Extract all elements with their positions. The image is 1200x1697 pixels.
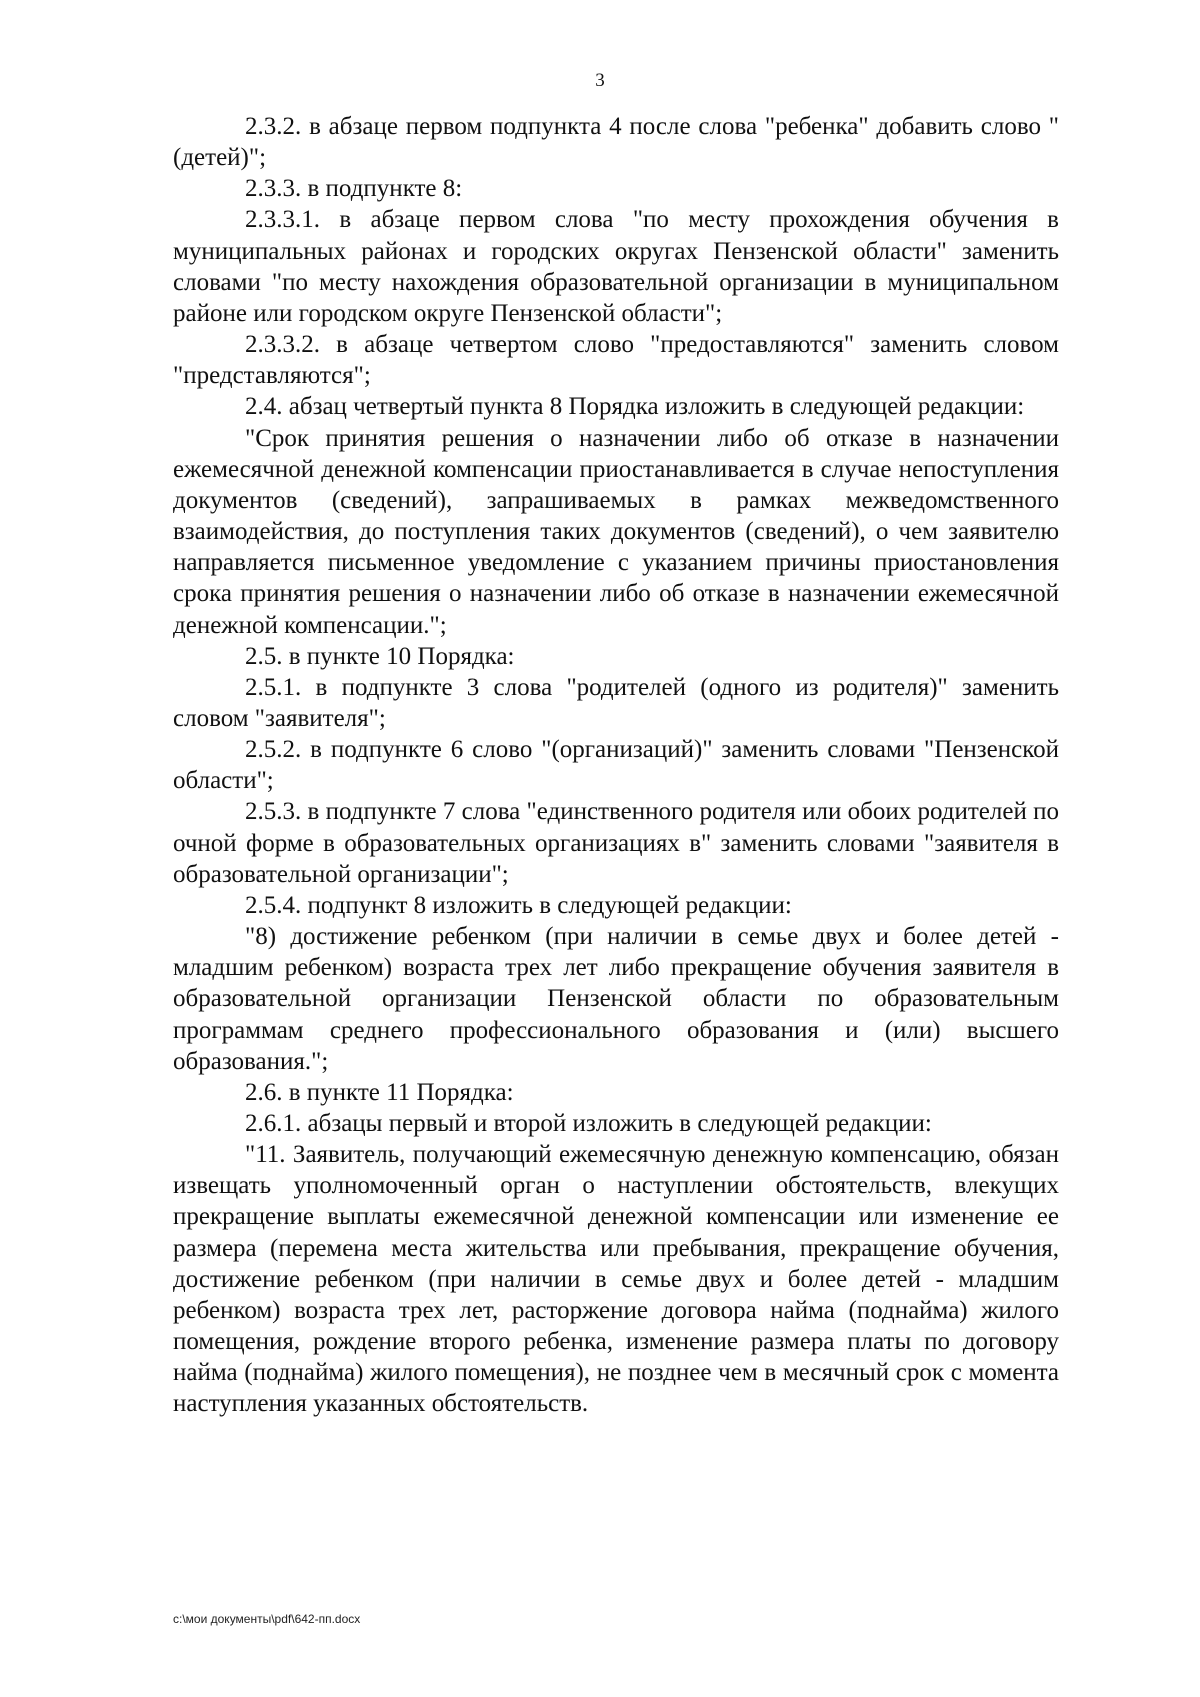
paragraph-2-4: 2.4. абзац четвертый пункта 8 Порядка изложить в следующей редакции: [245, 393, 1025, 421]
paragraph-2-3-2: 2.3.2. в абзаце первом подпункта 4 после слова "ребенка" добавить слово "(детей)"; [173, 113, 1059, 172]
paragraph-2-5-1: 2.5.1. в подпункте 3 слова "родителей (одного из родителя)" заменить словом "заявителя"; [173, 673, 1059, 732]
document-body [173, 111, 1059, 1420]
paragraph-2-5-2: 2.5.2. в подпункте 6 слово "(организаций)" заменить словами "Пензенской области"; [173, 736, 1059, 795]
paragraph-2-4-quote: "Срок принятия решения о назначении либо об отказе в назначении ежемесячной денежной компенсации приостанавливается в случае непоступления документов (сведений), запрашиваемых в рамках межведомственного взаимодействия, до поступления таких документов (сведений), о чем заявителю направляется письменное уведомление с указанием причины приостановления срока принятия решения о назначении либо об отказе в назначении ежемесячной денежной компенсации."; [173, 424, 1059, 639]
paragraph-2-6: 2.6. в пункте 11 Порядка: [245, 1078, 514, 1106]
page-number: 3 [595, 70, 605, 91]
paragraph-2-5-4: 2.5.4. подпункт 8 изложить в следующей редакции: [245, 891, 792, 919]
paragraph-2-3-3-2: 2.3.3.2. в абзаце четвертом слово "предоставляются" заменить словом "представляются"; [173, 331, 1059, 390]
paragraph-2-3-3-1: 2.3.3.1. в абзаце первом слова "по месту прохождения обучения в муниципальных районах и городских округах Пензенской области" заменить словами "по месту нахождения образовательной организации в муниципальном районе или городском округе Пензенской области"; [173, 206, 1059, 327]
paragraph-2-6-1-quote: "11. Заявитель, получающий ежемесячную денежную компенсацию, обязан извещать уполномоченный орган о наступлении обстоятельств, влекущих прекращение выплаты ежемесячной денежной компенсации или изменение ее размера (перемена места жительства или пребывания, прекращение обучения, достижение ребенком (при наличии в семье двух и более детей - младшим ребенком) возраста трех лет, расторжение договора найма (поднайма) жилого помещения, рождение второго ребенка, изменение размера платы по договору найма (поднайма) жилого помещения), не позднее чем в месячный срок с момента наступления указанных обстоятельств. [173, 1141, 1059, 1418]
paragraph-2-5-4-quote: "8) достижение ребенком (при наличии в семье двух и более детей - младшим ребенком) возраста трех лет либо прекращение обучения заявителя в образовательной организации Пензенской области по образовательным программам среднего профессионального образования и (или) высшего образования."; [173, 923, 1059, 1075]
paragraph-2-5-3: 2.5.3. в подпункте 7 слова "единственного родителя или обоих родителей по очной форме в образовательных организациях в" заменить словами "заявителя в образовательной организации"; [173, 798, 1059, 888]
footer-file-path: c:\мои документы\pdf\642-пп.docx [173, 1612, 361, 1626]
paragraph-2-5: 2.5. в пункте 10 Порядка: [245, 642, 515, 670]
paragraph-2-6-1: 2.6.1. абзацы первый и второй изложить в следующей редакции: [245, 1110, 932, 1137]
paragraph-2-3-3: 2.3.3. в подпункте 8: [245, 175, 463, 203]
